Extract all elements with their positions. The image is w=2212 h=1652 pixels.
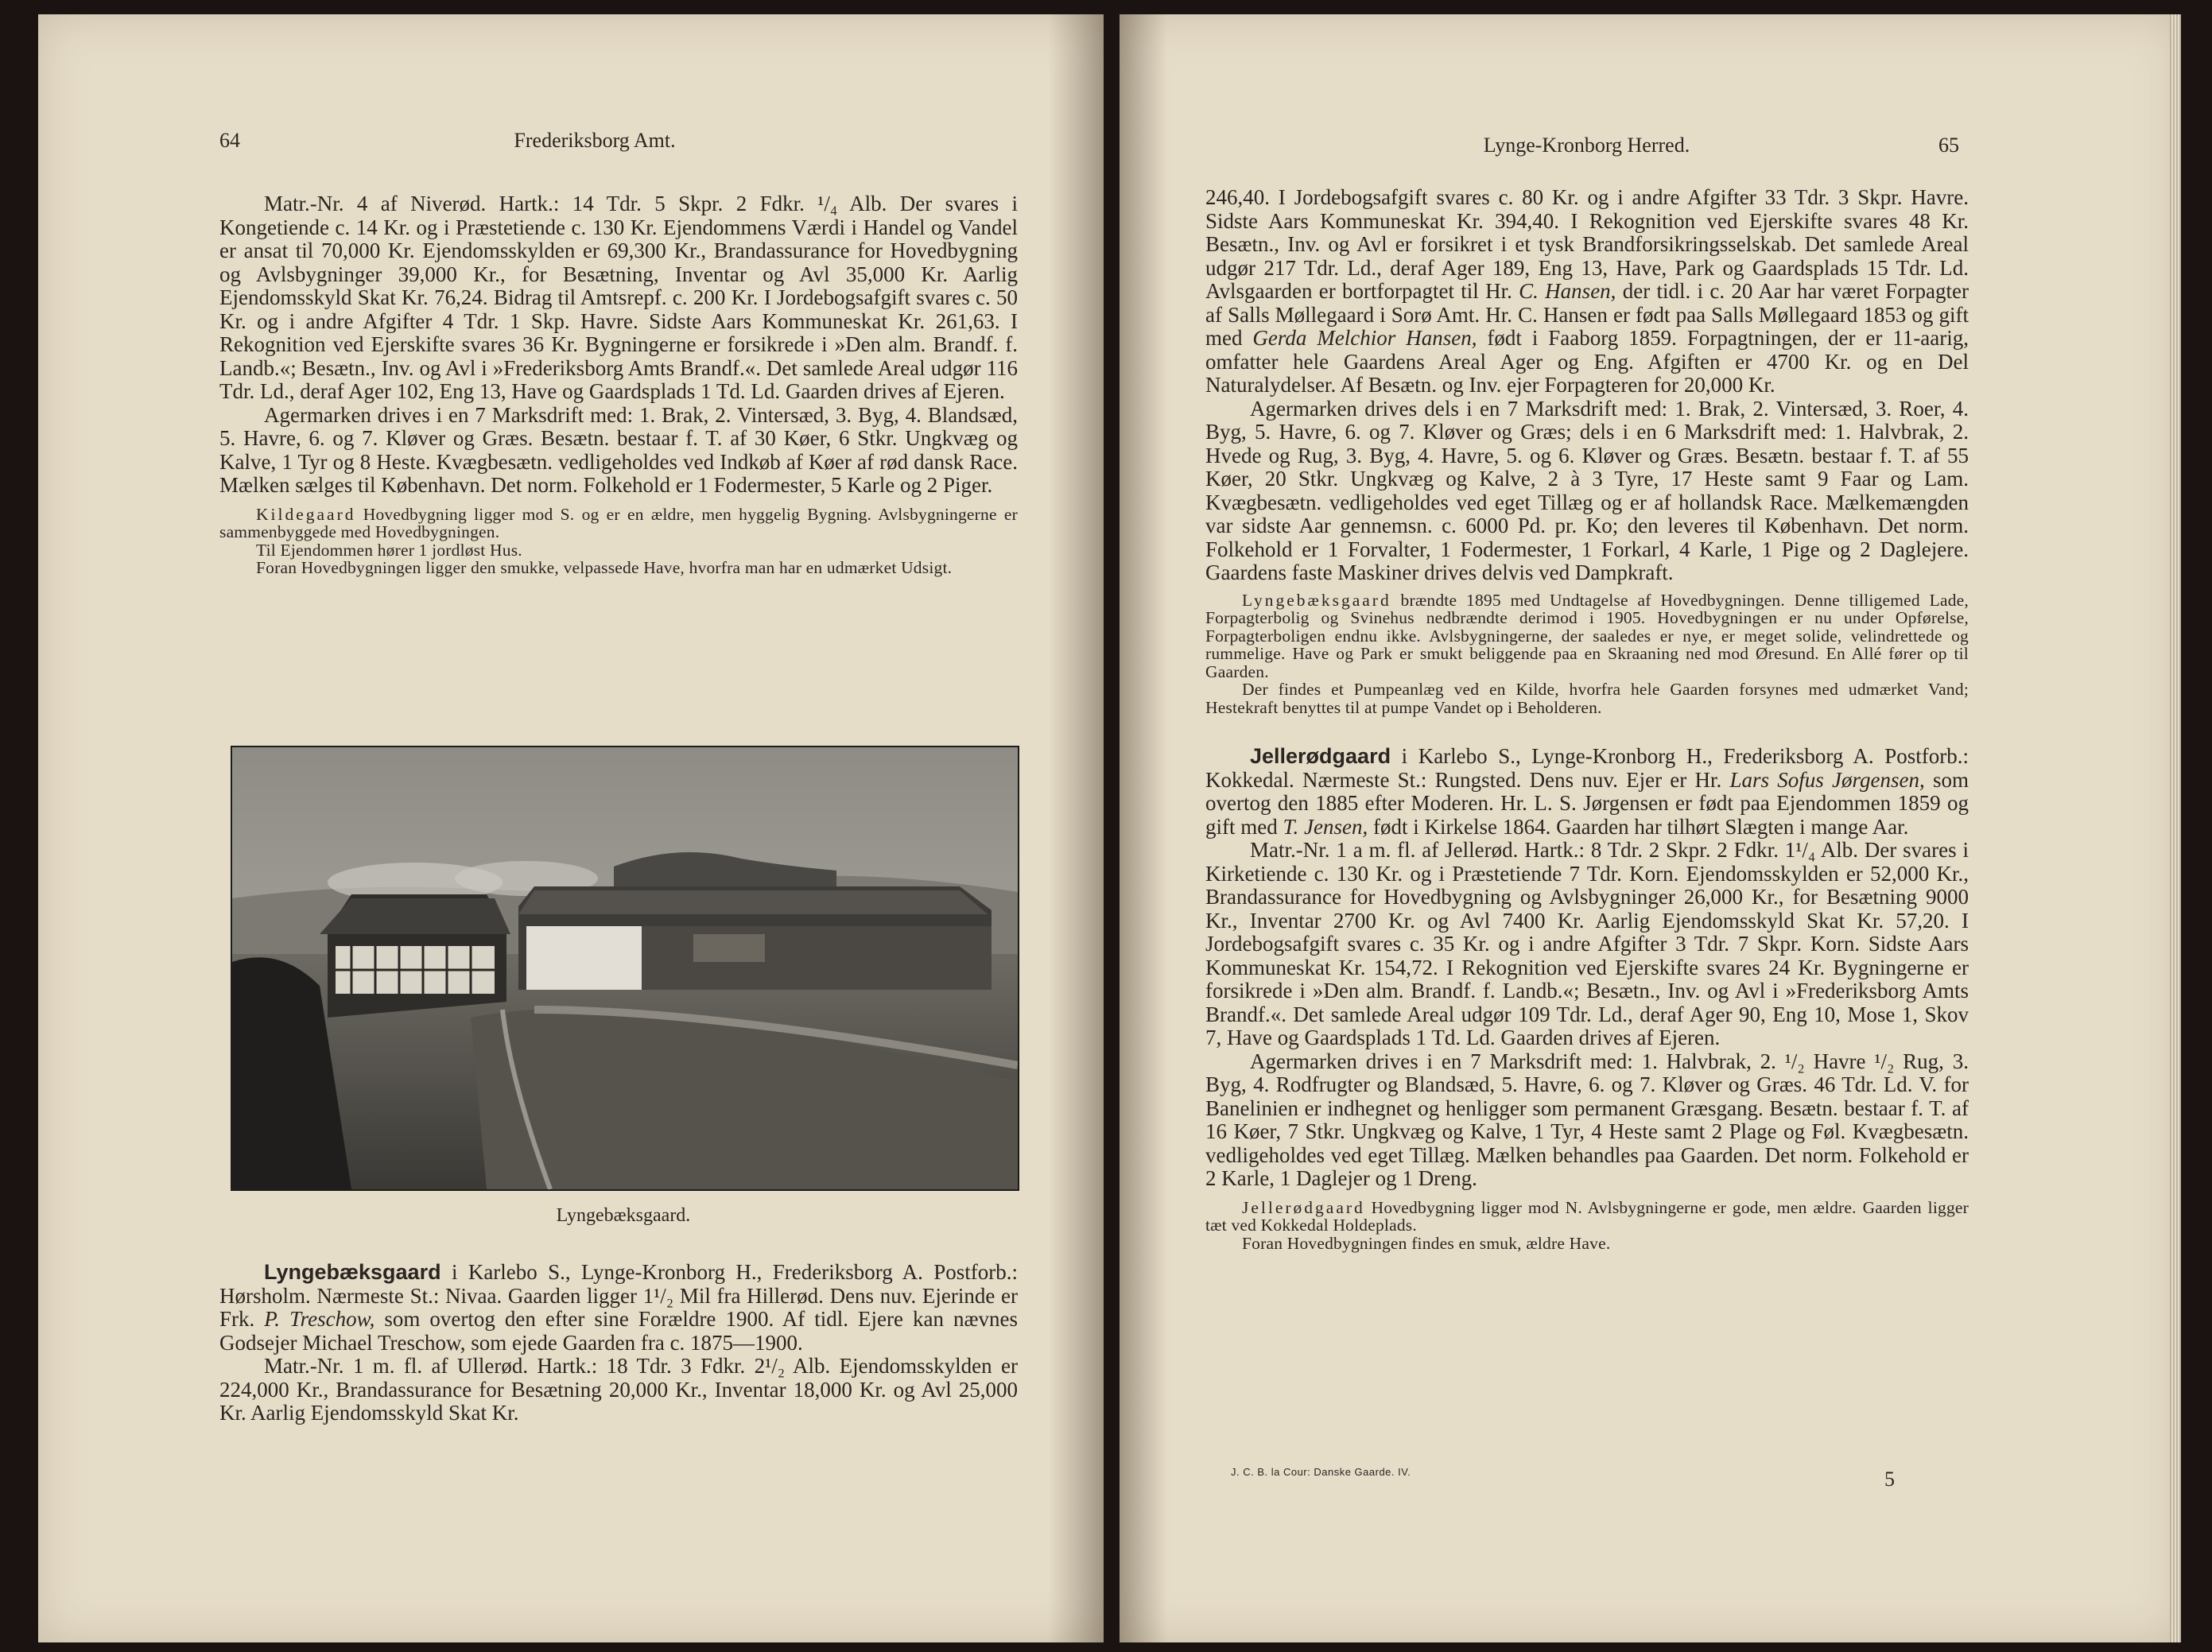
running-title: Frederiksborg Amt.: [514, 129, 676, 152]
left-text-lower: [219, 1261, 1018, 1425]
right-text: [1205, 186, 1969, 1252]
small-print-paragraph: Til Ejendommen hører 1 jordløst Hus.: [256, 540, 522, 560]
left-page: [38, 14, 1104, 1642]
paragraph: Jellerødgaard i Karlebo S., Lynge-Kronborg H., Frederiksborg A. Postforb.: Kokkedal. Nærmeste St.: Rungsted. Dens nuv. Ejer er Hr. Lars Sofus Jørgensen, som overtog den 1885 efter Moderen. Hr. L. S. Jørgensen er født paa Ejendommen 1859 og gift med T. Jensen, født i Kirkelse 1864. Gaarden har tilhørt Slægten i mange Aar.: [1205, 744, 1969, 839]
signature-mark: 5: [1884, 1468, 1895, 1491]
paragraph: Agermarken drives dels i en 7 Marksdrift med: 1. Brak, 2. Vintersæd, 3. Roer, 4. Byg, 5. Havre, 6. og 7. Kløver og Græs; dels i en 6 Marksdrift med: 1. Halvbrak, 2. Hvede og Rug, 3. Byg, 4. Havre, 5. og 6. Kløver og Græs. Besætn. bestaar f. T. af 55 Køer, 20 Stkr. Ungkvæg og Kalve, 2 à 3 Tyre, 17 Heste samt 9 Faar og Lam. Kvægbesætn. vedligeholdes ved eget Tillæg og er af hollandsk Race. Mælkemængden var sidste Aar gennemsn. c. 6000 Pd. pr. Ko; den leveres til København. Det norm. Folkehold er 1 Forvalter, 1 Fodermester, 1 Forkarl, 4 Karle, 1 Pige og 2 Daglejere. Gaardens faste Maskiner drives delvis ved Dampkraft.: [1205, 396, 1969, 584]
paragraph: Matr.-Nr. 4 af Niverød. Hartk.: 14 Tdr. 5 Skpr. 2 Fdkr. ¹/₄ Alb. Der svares i Kongetiende c. 14 Kr. og i Præstetiende c. 130 Kr. Ejendommens Værdi i Handel og Vandel er ansat til 70,000 Kr. Ejendomsskylden er 69,300 Kr., Brandassurance for Hovedbygning og Avlsbygninger 39,000 Kr., for Besætning, Inventar og Avl 35,000 Kr. Aarlig Ejendomsskyld Skat Kr. 76,24. Bidrag til Amtsrepf. c. 200 Kr. I Jordebogsafgift svares c. 50 Kr. og i andre Afgifter 4 Tdr. 1 Skp. Havre. Sidste Aars Kommuneskat Kr. 261,63. I Rekognition ved Ejerskifte svares 36 Kr. Bygningerne er forsikrede i »Den alm. Brandf. f. Landb.«; Besætn., Inv. og Avl i »Frederiksborg Amts Brandf.«. Det samlede Areal udgør 116 Tdr. Ld., deraf Ager 102, Eng 13, Have og Gaardsplads 1 Td. Ld. Gaarden drives af Ejeren.: [219, 192, 1018, 403]
farm-photograph: [231, 746, 1019, 1191]
small-print-paragraph: Lyngebæksgaard brændte 1895 med Undtagelse af Hovedbygningen. Denne tilligemed Lade, Forpagterbolig og Svinehus nedbrændte derimod i 1905. Hovedbygningen er nu under Opførelse, Forpagterboligen endnu ikke. Avlsbygningerne, der saaledes er nye, er meget solide, velindrettede og rummelige. Have og Park er smukt beliggende paa en Skraaning ned mod Øresund. En Allé fører op til Gaarden.: [1205, 590, 1969, 681]
owner-name: P. Treschow,: [264, 1307, 375, 1331]
spine-shadow: [1048, 14, 1104, 1642]
farm-heading: Lyngebæksgaard: [264, 1260, 441, 1284]
paragraph: Matr.-Nr. 1 m. fl. af Ullerød. Hartk.: 18 Tdr. 3 Fdkr. 2¹/₂ Alb. Ejendomsskylden er 224,000 Kr., Brandassurance for Besætning 20,000 Kr., Inventar 18,000 Kr. og Avl 25,000 Kr. Aarlig Ejendomsskyld Skat Kr.: [219, 1354, 1018, 1425]
small-print-paragraph: Foran Hovedbygningen ligger den smukke, velpassede Have, hvorfra man har en udmærket Udsigt.: [256, 558, 953, 577]
small-print-paragraph: Jellerødgaard Hovedbygning ligger mod N. Avlsbygningerne er gode, men ældre. Gaarden ligger tæt ved Kokkedal Holdeplads.: [1205, 1197, 1969, 1235]
photo-illustration: [232, 747, 1018, 1189]
person-name: C. Hansen,: [1519, 279, 1616, 303]
paragraph: Lyngebæksgaard i Karlebo S., Lynge-Kronborg H., Frederiksborg A. Postforb.: Hørsholm. Nærmeste St.: Nivaa. Gaarden ligger 1¹/₂ Mil fra Hillerød. Dens nuv. Ejerinde er Frk. P. Treschow, som overtog den efter sine Forældre 1900. Af tidl. Ejere kan nævnes Godsejer Michael Treschow, som ejede Gaarden fra c. 1875—1900.: [219, 1260, 1019, 1355]
owner-name: Lars Sofus Jørgensen,: [1729, 767, 1925, 792]
spine-shadow: [1120, 14, 1167, 1642]
page-number: 64: [219, 129, 240, 152]
right-page: [1120, 14, 2181, 1642]
person-name: Gerda Melchior Hansen,: [1252, 326, 1477, 350]
small-print-paragraph: Der findes et Pumpeanlæg ved en Kilde, hvorfra hele Gaarden forsynes med udmærket Vand; Hestekraft benyttes til at pumpe Vandet op i Beholderen.: [1205, 680, 1969, 717]
paragraph: Matr.-Nr. 1 a m. fl. af Jellerød. Hartk.: 8 Tdr. 2 Skpr. 2 Fdkr. 1¹/₄ Alb. Der svares i Kirketiende c. 130 Kr. og i Præstetiende 7 Tdr. Korn. Ejendomsskylden er 52,000 Kr., Brandassurance for Hovedbygning og Avlsbygninger 26,000 Kr., for Besætning 9000 Kr., Inventar 2700 Kr. og Avl 7400 Kr. Aarlig Ejendomsskyld Skat Kr. 57,20. I Jordebogsafgift svares c. 35 Kr. og i andre Afgifter 3 Tdr. 7 Skpr. Korn. Sidste Aars Kommuneskat Kr. 154,72. I Rekognition ved Ejerskifte svares 24 Kr. Bygningerne er forsikrede i »Den alm. Brandf. f. Landb.«; Besætn., Inv. og Avl i »Frederiksborg Amts Brandf.«. Det samlede Areal udgør 109 Tdr. Ld., deraf Ager 90, Eng 10, Mose 1, Skov 7, Have og Gaardsplads 1 Td. Ld. Gaarden drives af Ejeren.: [1205, 838, 1969, 1049]
running-title: Lynge-Kronborg Herred.: [1483, 134, 1690, 157]
page-number: 65: [1938, 134, 1959, 157]
page-edge: [2170, 14, 2181, 1642]
person-name: T. Jensen,: [1283, 814, 1368, 839]
farm-heading: Jellerødgaard: [1250, 744, 1391, 768]
paragraph: Agermarken drives i en 7 Marksdrift med: 1. Brak, 2. Vintersæd, 3. Byg, 4. Blandsæd, 5. Havre, 6. og 7. Kløver og Græs. Besætn. bestaar f. T. af 30 Køer, 6 Stkr. Ungkvæg og Kalve, 1 Tyr og 8 Heste. Kvægbesætn. vedligeholdes ved Indkøb af Køer af rød dansk Race. Mælken sælges til København. Det norm. Folkehold er 1 Fodermester, 5 Karle og 2 Piger.: [219, 402, 1018, 497]
small-print-lead: Kildegaard: [256, 504, 356, 524]
small-print-lead: Jellerødgaard: [1242, 1197, 1365, 1217]
small-print-lead: Lyngebæksgaard: [1242, 590, 1391, 610]
photo-caption: Lyngebæksgaard.: [556, 1205, 691, 1226]
small-print-paragraph: Kildegaard Hovedbygning ligger mod S. og er en ældre, men hyggelig Bygning. Avlsbygningerne er sammenbyggede med Hovedbygningen.: [219, 504, 1019, 541]
left-text-upper: [219, 192, 1018, 577]
paragraph: 246,40. I Jordebogsafgift svares c. 80 Kr. og i andre Afgifter 33 Tdr. 3 Skpr. Havre. Sidste Aars Kommuneskat Kr. 394,40. I Rekognition ved Ejerskifte svares 48 Kr. Besætn., Inv. og Avl er forsikret i et tysk Brandforsikringsselskab. Det samlede Areal udgør 217 Tdr. Ld., deraf Ager 189, Eng 13, Have, Park og Gaardsplads 15 Tdr. Ld. Avlsgaarden er bortforpagtet til Hr. C. Hansen, der tidl. i c. 20 Aar har været Forpagter af Salls Møllegaard i Sorø Amt. Hr. C. Hansen er født paa Salls Møllegaard 1853 og gift med Gerda Melchior Hansen, født i Faaborg 1859. Forpagtningen, der er 11-aarig, omfatter hele Gaardens Areal Ager og Eng. Afgiften er 4700 Kr. og en Del Naturalydelser. Af Besætn. og Inv. ejer Forpagteren for 20,000 Kr.: [1205, 185, 1969, 397]
footer-note: J. C. B. la Cour: Danske Gaarde. IV.: [1231, 1466, 1411, 1478]
small-print-paragraph: Foran Hovedbygningen findes en smuk, ældre Have.: [1242, 1233, 1611, 1253]
paragraph: Agermarken drives i en 7 Marksdrift med: 1. Halvbrak, 2. ¹/₂ Havre ¹/₂ Rug, 3. Byg, 4. Rodfrugter og Blandsæd, 5. Havre, 6. og 7. Kløver og Græs. 46 Tdr. Ld. V. for Banelinien er indhegnet og henligger som permanent Græsgang. Besætn. bestaar f. T. af 16 Køer, 7 Stkr. Ungkvæg og Kalve, 1 Tyr, 4 Heste samt 2 Plage og Føl. Kvægbesætn. vedligeholdes ved eget Tillæg. Mælken behandles paa Gaarden. Det norm. Folkehold er 2 Karle, 1 Daglejer og 1 Dreng.: [1205, 1049, 1969, 1190]
